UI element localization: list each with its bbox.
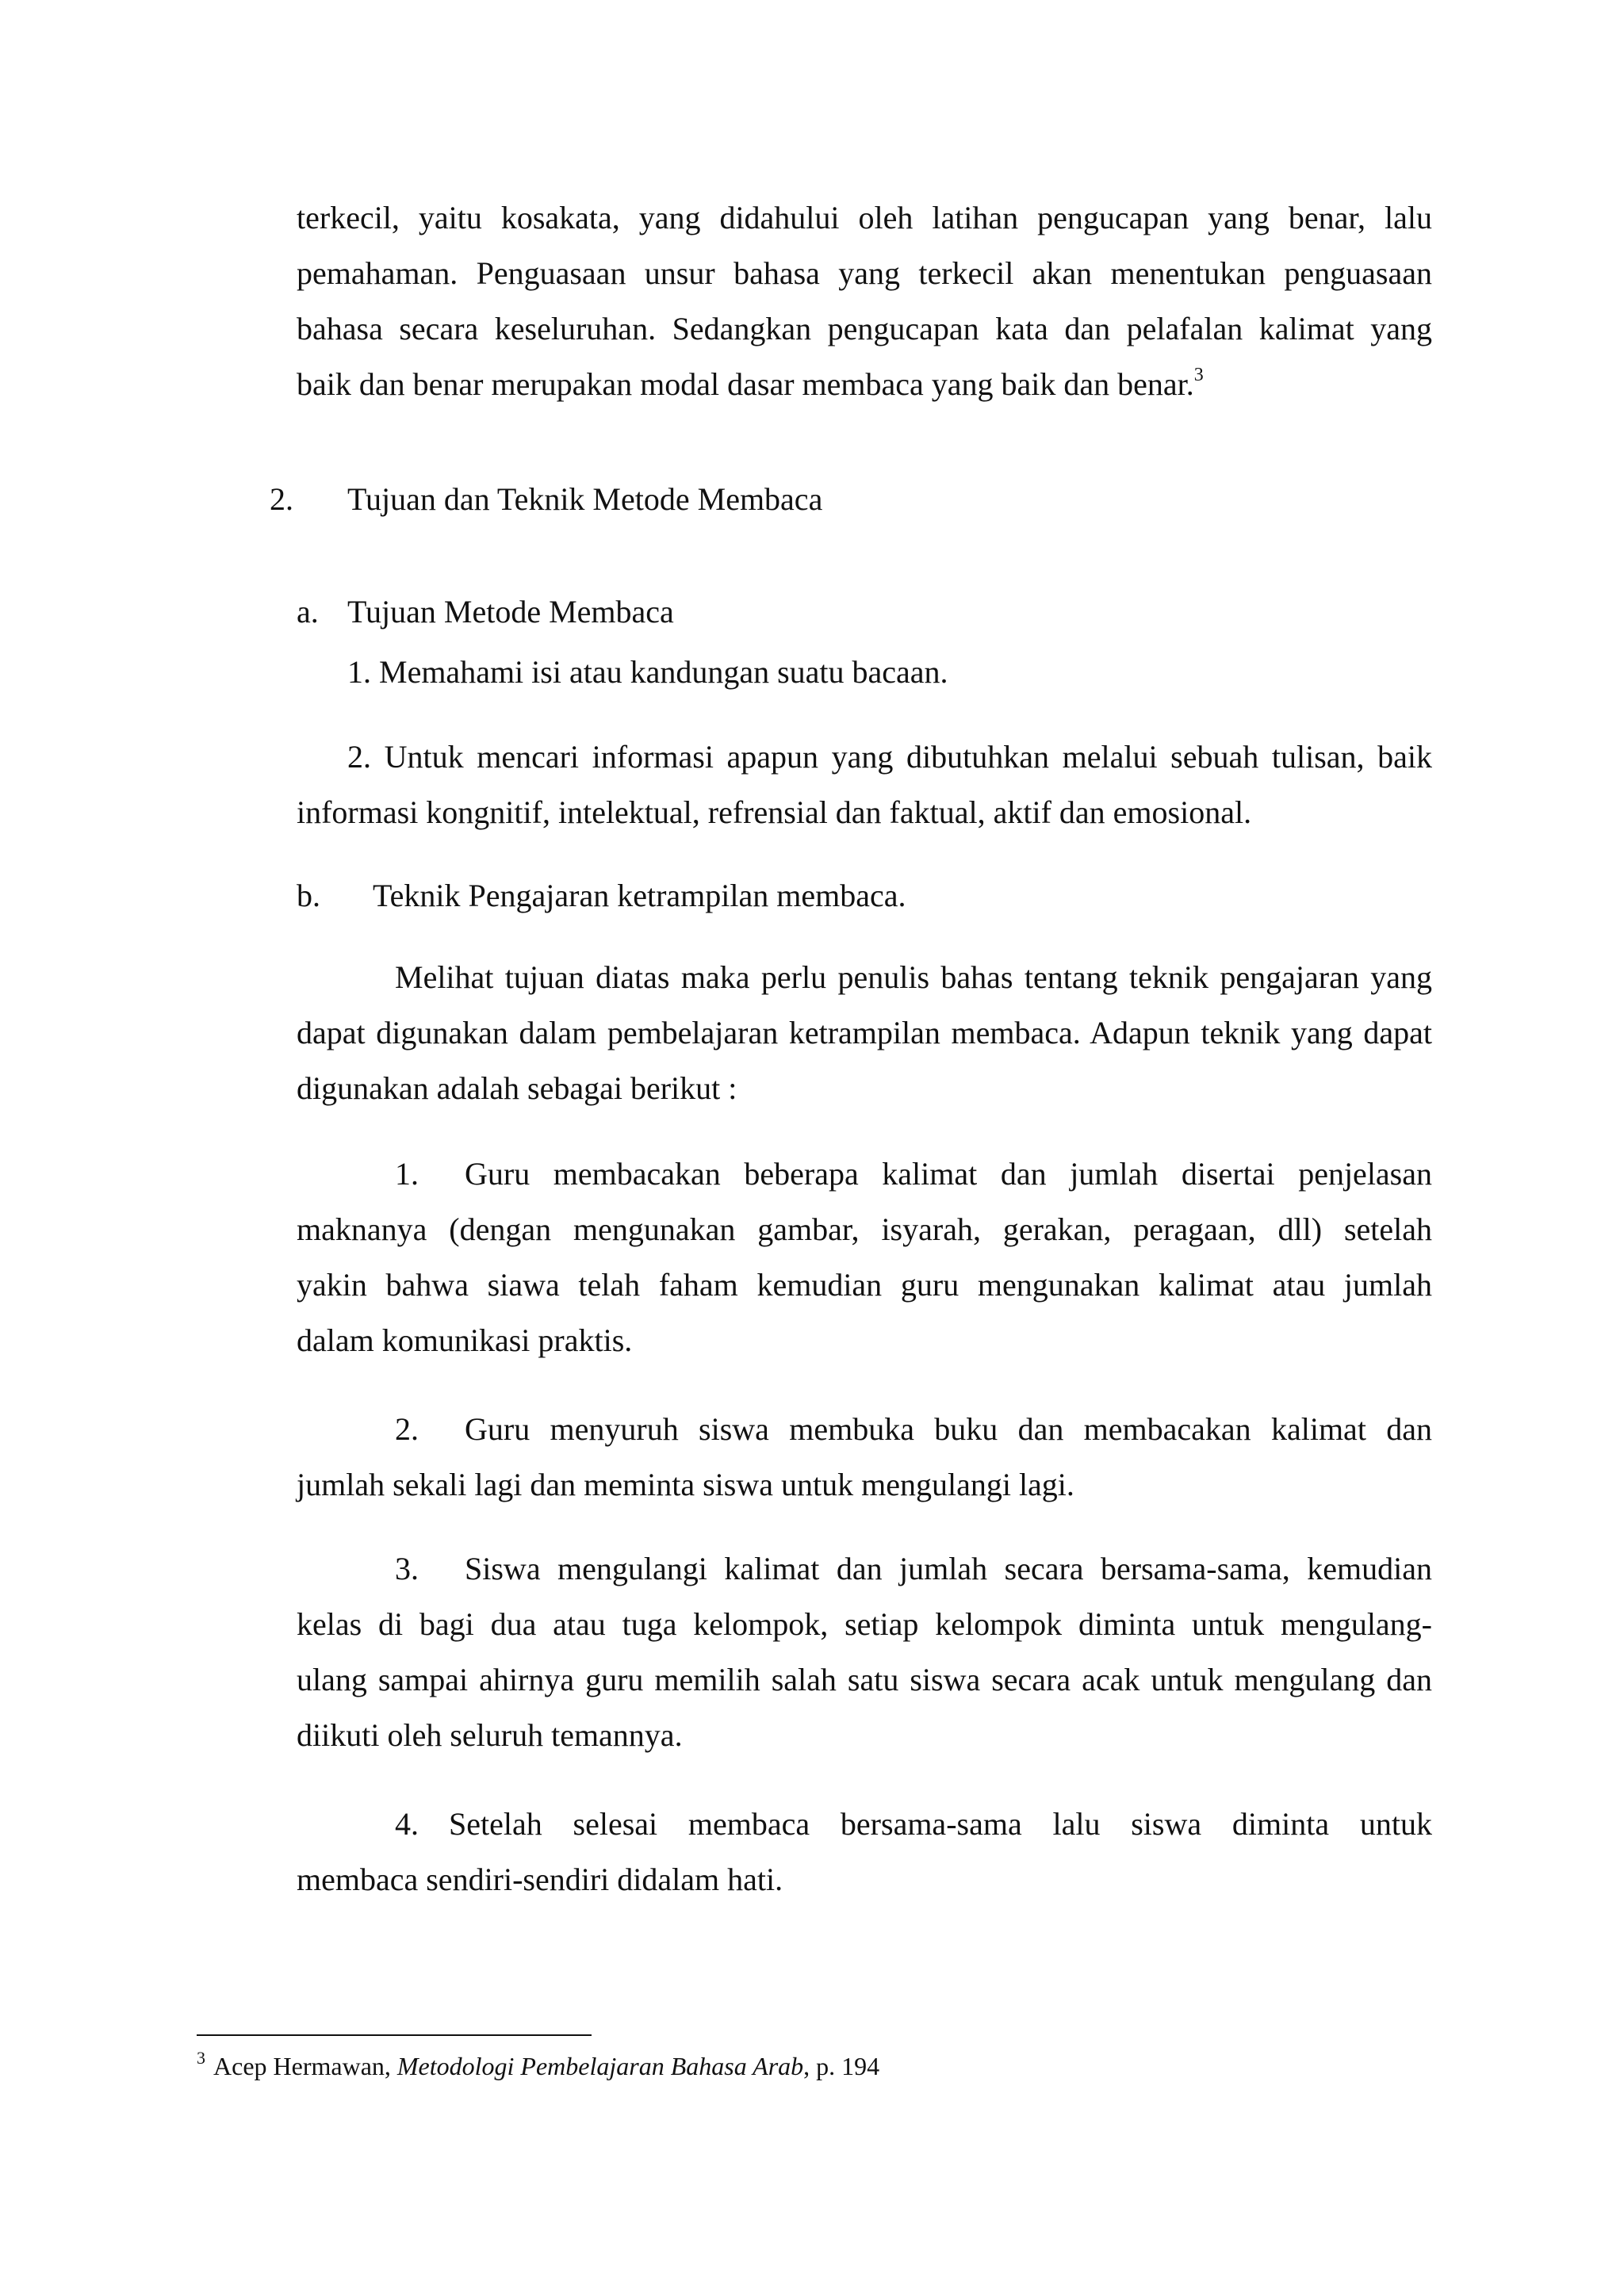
step-first-line: [297, 1146, 1432, 1202]
technique-paragraph-line: dapat digunakan dalam pembelajaran ketrampilan membaca. Adapun teknik yang dapat: [297, 1015, 1432, 1050]
intro-paragraph: [297, 190, 1432, 412]
technique-paragraph: [297, 950, 1432, 1116]
intro-last-line: [297, 357, 1432, 412]
technique-step-3: [297, 1541, 1432, 1763]
step-line: yakin bahwa siawa telah faham kemudian guru mengunakan kalimat atau jumlah: [297, 1267, 1432, 1303]
technique-paragraph-line: digunakan adalah sebagai berikut :: [297, 1070, 737, 1106]
section-title: Tujuan dan Teknik Metode Membaca: [347, 481, 823, 517]
goal-item-2-line: 2. Untuk mencari informasi apapun yang dibutuhkan melalui sebuah tulisan, baik: [347, 739, 1432, 775]
goal-item-1: 1. Memahami isi atau kandungan suatu bacaan.: [347, 654, 948, 690]
subsection-b-title: Teknik Pengajaran ketrampilan membaca.: [373, 878, 906, 913]
step-number: 1.: [395, 1156, 419, 1192]
subsection-a-title: Tujuan Metode Membaca: [347, 594, 674, 629]
subsection-a-marker: a.: [297, 594, 319, 629]
step-number: 4.: [395, 1806, 419, 1842]
step-line: kelas di bagi dua atau tuga kelompok, setiap kelompok diminta untuk mengulang-: [297, 1606, 1432, 1642]
step-first-line: [297, 1541, 1432, 1597]
subsection-a-heading: [297, 588, 674, 636]
technique-step-4: [297, 1797, 1432, 1908]
step-line: maknanya (dengan mengunakan gambar, isyarah, gerakan, peragaan, dll) setelah: [297, 1211, 1432, 1247]
intro-last-line-text: baik dan benar merupakan modal dasar membaca yang baik dan benar.: [297, 366, 1194, 402]
intro-line: bahasa secara keseluruhan. Sedangkan pengucapan kata dan pelafalan kalimat yang: [297, 311, 1432, 346]
step-first-line-text: Guru membacakan beberapa kalimat dan jumlah disertai penjelasan: [465, 1156, 1432, 1192]
goal-item-2-line: informasi kongnitif, intelektual, refrensial dan faktual, aktif dan emosional.: [297, 794, 1252, 830]
step-last-line: membaca sendiri-sendiri didalam hati.: [297, 1862, 783, 1897]
technique-step-1: [297, 1146, 1432, 1368]
step-last-line: diikuti oleh seluruh temannya.: [297, 1717, 683, 1753]
step-number: 3.: [395, 1551, 419, 1586]
step-first-line: [297, 1402, 1432, 1457]
section-number: 2.: [270, 481, 293, 517]
step-first-line: [297, 1797, 1432, 1852]
footnote-number: 3: [197, 2048, 205, 2068]
section-heading: [270, 476, 822, 523]
step-line: ulang sampai ahirnya guru memilih salah satu siswa secara acak untuk mengulang dan: [297, 1662, 1432, 1697]
footnote-page: , p. 194: [803, 2052, 880, 2080]
technique-step-2: [297, 1402, 1432, 1513]
technique-paragraph-line: Melihat tujuan diatas maka perlu penulis bahas tentang teknik pengajaran yang: [395, 959, 1432, 995]
intro-line: terkecil, yaitu kosakata, yang didahului oleh latihan pengucapan yang benar, lalu: [297, 200, 1432, 235]
footnote-reference: 3: [1193, 365, 1204, 385]
goal-item-2: [297, 729, 1432, 840]
step-number: 2.: [395, 1411, 419, 1447]
intro-line: pemahaman. Penguasaan unsur bahasa yang terkecil akan menentukan penguasaan: [297, 255, 1432, 291]
footnote: [197, 2047, 879, 2085]
subsection-b-marker: b.: [297, 878, 320, 913]
step-first-line-text: Setelah selesai membaca bersama-sama lalu siswa diminta untuk: [449, 1806, 1432, 1842]
footnote-title: Metodologi Pembelajaran Bahasa Arab: [396, 2052, 804, 2080]
step-first-line-text: Siswa mengulangi kalimat dan jumlah secara bersama-sama, kemudian: [465, 1551, 1432, 1586]
step-last-line: dalam komunikasi praktis.: [297, 1322, 633, 1358]
footnote-author: Acep Hermawan,: [213, 2052, 397, 2080]
footnote-separator: [197, 2034, 592, 2036]
subsection-b-heading: [297, 872, 906, 920]
step-last-line: jumlah sekali lagi dan meminta siswa untuk mengulangi lagi.: [297, 1467, 1074, 1502]
step-first-line-text: Guru menyuruh siswa membuka buku dan membacakan kalimat dan: [465, 1411, 1432, 1447]
